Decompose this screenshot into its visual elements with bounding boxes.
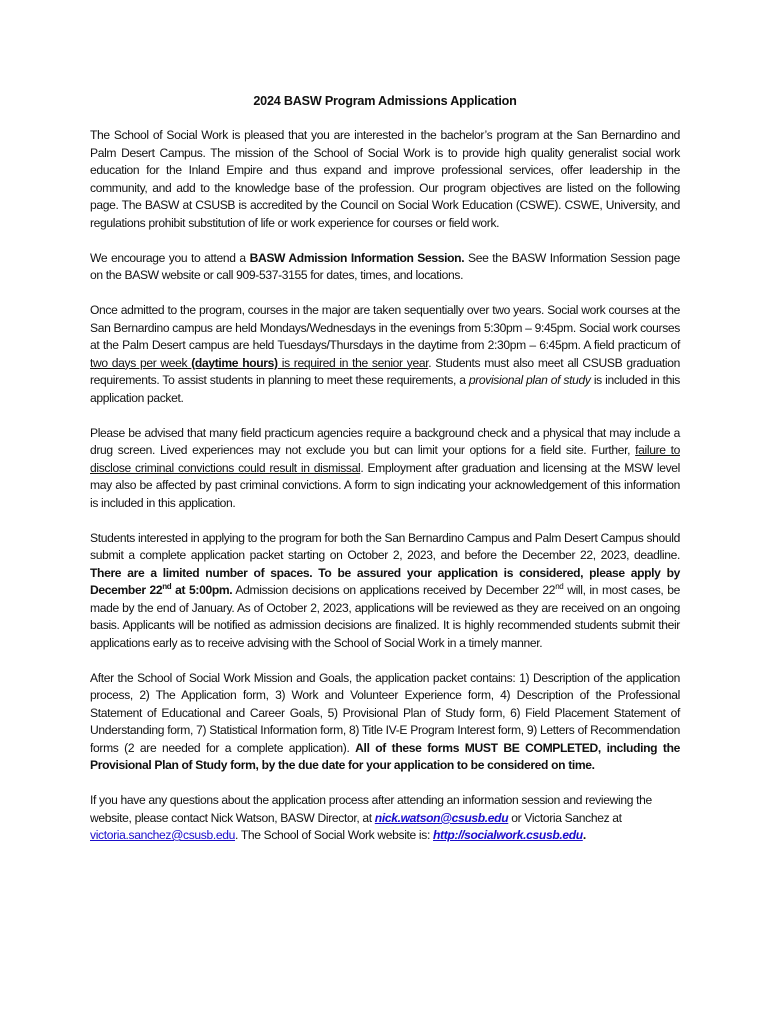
text: . Employment after graduation and licensing at the MSW level may also be affected by past criminal convictions. A form to sign indicating your acknowledgement of this information is included in this application. <box>90 460 681 510</box>
email-link-nick-watson[interactable]: nick.watson@csusb.edu <box>374 810 509 825</box>
text: or Victoria Sanchez at <box>508 810 622 825</box>
deadline-paragraph <box>90 530 680 653</box>
daytime-hours-bold: (daytime hours) <box>191 355 278 370</box>
text: . <box>582 828 586 842</box>
text: There are a limited number of spaces. To be assured your application is considered, please apply by December 22 <box>90 565 680 597</box>
underlined-text: two days per week <box>90 355 192 370</box>
background-check-paragraph <box>90 425 680 513</box>
underlined-text: is required in the senior year <box>277 355 429 370</box>
dismissal-warning: failure to disclose criminal convictions could result in dismissal <box>90 443 680 475</box>
document-page <box>90 94 680 862</box>
forms-required-bold: All of these forms MUST BE COMPLETED, including the Provisional Plan of Study form, by the due date for your application to be considered on time. <box>90 740 680 772</box>
text: After the School of Social Work Mission and Goals, the application packet contains: 1) Description of the application process, 2) The Application form, 3) Work and Volunteer Experience form, 4) Description of the Professional Statement of Educational and Career Goals, 5) Provisional Plan of Study form, 6) Field Placement Statement of Understanding form, 7) Statistical Information form, 8) Title IV-E Program Interest form, 9) Letters of Recommendation forms (2 are needed for a complete application). <box>90 670 680 755</box>
superscript: nd <box>162 581 172 591</box>
text: If you have any questions about the application process after attending an information session and reviewing the website, please contact Nick Watson, BASW Director, at <box>90 793 652 825</box>
text: We encourage you to attend a <box>90 250 250 265</box>
info-session-paragraph <box>90 250 680 285</box>
packet-contents-paragraph <box>90 670 680 775</box>
text: is included in this application packet. <box>90 373 680 405</box>
text: Once admitted to the program, courses in the major are taken sequentially over two years. Social work courses at the San Bernardino campus are held Mondays/Wednesdays in the evenings from 5:30pm – 9:45pm. Social work courses at the Palm Desert campus are held Tuesdays/Thursdays in the daytime from 2:30pm – 6:45pm. A field practicum of <box>90 303 680 352</box>
text: See the BASW Information Session page on the BASW website or call 909-537-3155 for dates, times, and locations. <box>90 250 680 282</box>
superscript: nd <box>555 581 564 591</box>
text: Please be advised that many field practicum agencies require a background check and a physical that may include a drug screen. Lived experiences may not exclude you but can limit your options for a field site. Further, <box>90 425 680 457</box>
info-session-bold: BASW Admission Information Session. <box>249 250 465 265</box>
text: at 5:00pm. <box>171 583 233 597</box>
text: will, in most cases, be made by the end of January. As of October 2, 2023, applications will be reviewed as they are received on an ongoing basis. Applicants will be notified as admission decisions are finalized. It is highly recommended students submit their applications early as to receive advising with the School of Social Work in a timely manner. <box>90 583 680 650</box>
text: Students interested in applying to the program for both the San Bernardino Campus and Palm Desert Campus should submit a complete application packet starting on October 2, 2023, and before the December 22, 2023, deadline. <box>90 530 680 562</box>
email-link-victoria-sanchez[interactable]: victoria.sanchez@csusb.edu <box>90 828 236 842</box>
italic-text: provisional plan of study <box>468 373 591 387</box>
document-title: 2024 BASW Program Admissions Application <box>253 94 517 108</box>
contact-paragraph <box>90 792 680 845</box>
schedule-paragraph <box>90 302 680 407</box>
text: . The School of Social Work website is: <box>235 828 433 842</box>
intro-paragraph: The School of Social Work is pleased that you are interested in the bachelor’s program at the San Bernardino and Palm Desert Campus. The mission of the School of Social Work is to provide high quality generalist social work education for the Inland Empire and thus expand and improve professional services, offer leadership in the community, and add to the knowledge base of the profession. Our program objectives are listed on the following page. The BASW at CSUSB is accredited by the Council on Social Work Education (CSWE). CSWE, University, and regulations prohibit substitution of life or work experience for courses or field work. <box>90 128 680 230</box>
website-link[interactable]: http://socialwork.csusb.edu <box>433 828 583 842</box>
text: Admission decisions on applications received by December 22 <box>232 583 556 597</box>
text: . Students must also meet all CSUSB graduation requirements. To assist students in planning to meet these requirements, a <box>90 355 680 387</box>
